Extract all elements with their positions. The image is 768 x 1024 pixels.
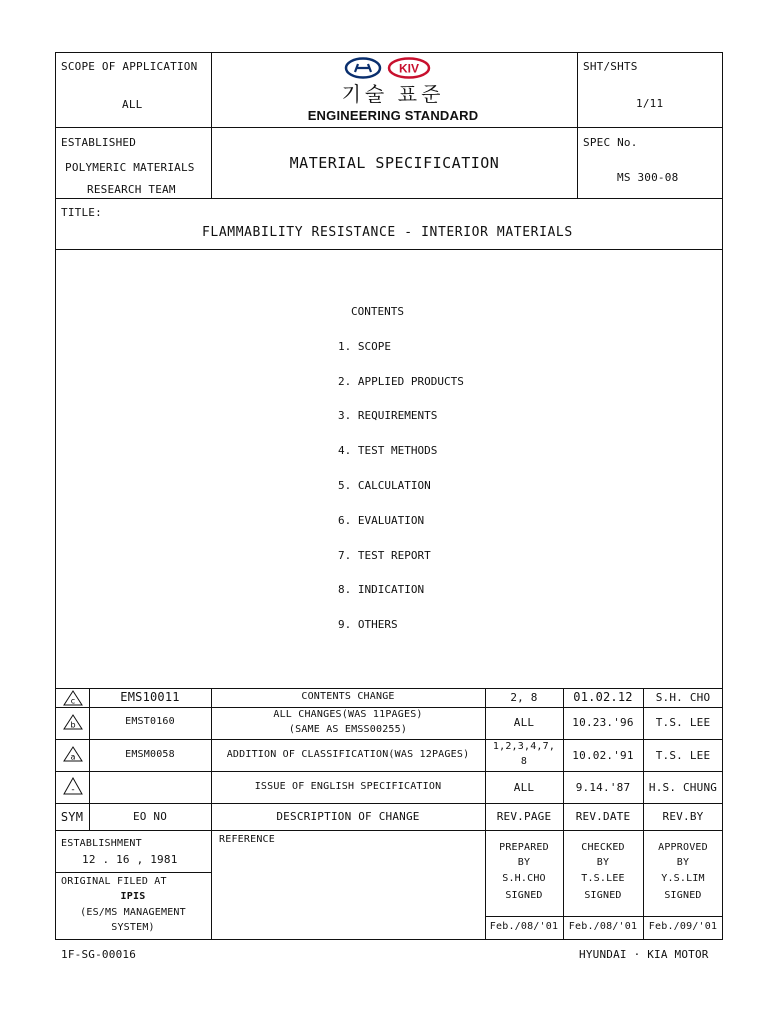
- rev-page: ALL: [513, 716, 535, 729]
- filed-note-line-2: SYSTEM): [111, 922, 155, 933]
- establishment-date: 12 . 16 , 1981: [82, 853, 178, 866]
- signature-date-divider: [485, 916, 723, 917]
- bottom-left-divider: [55, 872, 211, 873]
- rev-date: 01.02.12: [573, 690, 633, 704]
- rev-page: 2, 8: [510, 691, 538, 704]
- rev-page: ALL: [513, 781, 535, 794]
- rev-page: 1,2,3,4,7,: [492, 741, 556, 752]
- rev-description: ISSUE OF ENGLISH SPECIFICATION: [254, 781, 442, 792]
- rev-by: T.S. LEE: [655, 749, 711, 762]
- revision-symbol-b: [63, 714, 83, 734]
- contents-heading: CONTENTS: [351, 305, 404, 318]
- rev-table-top: [55, 688, 723, 689]
- contents-item: 6. EVALUATION: [338, 514, 425, 527]
- filed-label: ORIGINAL FILED AT: [61, 876, 167, 887]
- rev-date: 10.23.'96: [572, 716, 634, 729]
- rev-row-divider: [55, 771, 723, 772]
- revision-symbol-original: [63, 777, 83, 799]
- establishment-label: ESTABLISHMENT: [61, 838, 142, 849]
- form-number: 1F-SG-00016: [61, 948, 137, 961]
- rev-date: 10.02.'91: [572, 749, 634, 762]
- rev-by: H.S. CHUNG: [648, 781, 718, 794]
- spec-no-value: MS 300-08: [617, 171, 679, 184]
- contents-item: 4. TEST METHODS: [338, 444, 438, 457]
- scope-label: SCOPE OF APPLICATION: [61, 60, 198, 73]
- rev-row-divider: [55, 739, 723, 740]
- checked-by-label: BY: [596, 857, 610, 868]
- filed-note-line-1: (ES/MS MANAGEMENT: [80, 907, 186, 918]
- header-row-divider: [55, 127, 723, 128]
- checked-signed: SIGNED: [584, 890, 622, 901]
- rev-description-line-2: (SAME AS EMSS00255): [288, 724, 408, 735]
- company-logo: [344, 57, 434, 79]
- approved-signed: SIGNED: [664, 890, 702, 901]
- rev-date: 9.14.'87: [575, 781, 631, 794]
- contents-item: 1. SCOPE: [338, 340, 391, 353]
- header-divider-left: [211, 52, 212, 198]
- revision-symbol-letter: b: [70, 720, 76, 730]
- revision-symbol-a: [63, 746, 83, 766]
- approved-by-label: BY: [676, 857, 690, 868]
- rev-by: S.H. CHO: [655, 691, 711, 704]
- rev-page-line-2: 8: [520, 756, 528, 767]
- rev-eo-no: EMS10011: [120, 690, 180, 704]
- contents-item: 3. REQUIREMENTS: [338, 409, 438, 422]
- contents-item: 8. INDICATION: [338, 583, 425, 596]
- contents-item: 2. APPLIED PRODUCTS: [338, 375, 464, 388]
- rev-table-bottom: [55, 830, 723, 831]
- rev-eo-no: EMSM0058: [125, 749, 175, 760]
- korean-title: 기술 표준: [341, 84, 445, 106]
- contents-item: 5. CALCULATION: [338, 479, 431, 492]
- spec-type: MATERIAL SPECIFICATION: [289, 154, 500, 172]
- rev-eo-no: EMST0160: [125, 716, 175, 727]
- rev-description: ALL CHANGES(WAS 11PAGES): [273, 709, 423, 720]
- scope-value: ALL: [122, 98, 143, 111]
- rev-header-date: REV.DATE: [575, 810, 631, 823]
- checked-label: CHECKED: [581, 842, 625, 853]
- prepared-by-label: BY: [517, 857, 531, 868]
- rev-header-desc: DESCRIPTION OF CHANGE: [276, 810, 420, 823]
- title-row-top: [55, 198, 723, 199]
- checked-name: T.S.LEE: [581, 873, 625, 884]
- filed-value: IPIS: [120, 891, 146, 902]
- rev-description: CONTENTS CHANGE: [301, 691, 395, 702]
- reference-label: REFERENCE: [219, 834, 275, 845]
- spec-no-label: SPEC No.: [583, 136, 638, 149]
- rev-header-page: REV.PAGE: [496, 810, 552, 823]
- checked-date: Feb./08/'01: [568, 921, 638, 932]
- rev-header-by: REV.BY: [662, 810, 704, 823]
- approved-name: Y.S.LIM: [661, 873, 705, 884]
- revision-symbol-letter: -: [71, 785, 75, 795]
- sheet-label: SHT/SHTS: [583, 60, 638, 73]
- prepared-date: Feb./08/'01: [489, 921, 559, 932]
- revision-symbol-c: [63, 690, 83, 710]
- rev-row-divider: [55, 707, 723, 708]
- established-by-line-2: RESEARCH TEAM: [87, 183, 176, 196]
- contents-item: 9. OTHERS: [338, 618, 398, 631]
- revision-symbol-letter: c: [70, 696, 76, 706]
- title-label: TITLE:: [61, 206, 102, 219]
- english-title: ENGINEERING STANDARD: [307, 108, 479, 123]
- prepared-signed: SIGNED: [505, 890, 543, 901]
- rev-header-sym: SYM: [60, 810, 84, 824]
- approved-label: APPROVED: [658, 842, 708, 853]
- prepared-name: S.H.CHO: [502, 873, 546, 884]
- logo-text: KIV: [398, 61, 420, 76]
- rev-description: ADDITION OF CLASSIFICATION(WAS 12PAGES): [226, 749, 470, 760]
- rev-header-eo: EO NO: [132, 810, 168, 823]
- title-row-bottom: [55, 249, 723, 250]
- company-name: HYUNDAI · KIA MOTOR: [579, 948, 709, 961]
- prepared-label: PREPARED: [499, 842, 549, 853]
- header-divider-right: [577, 52, 578, 198]
- revision-symbol-letter: a: [70, 752, 76, 762]
- established-by-line-1: POLYMERIC MATERIALS: [65, 161, 195, 174]
- contents-item: 7. TEST REPORT: [338, 549, 431, 562]
- established-label: ESTABLISHED: [61, 136, 137, 149]
- rev-by: T.S. LEE: [655, 716, 711, 729]
- document-title: FLAMMABILITY RESISTANCE - INTERIOR MATERIALS: [202, 225, 573, 240]
- approved-date: Feb./09/'01: [648, 921, 718, 932]
- sheet-value: 1/11: [636, 97, 664, 110]
- rev-row-divider: [55, 803, 723, 804]
